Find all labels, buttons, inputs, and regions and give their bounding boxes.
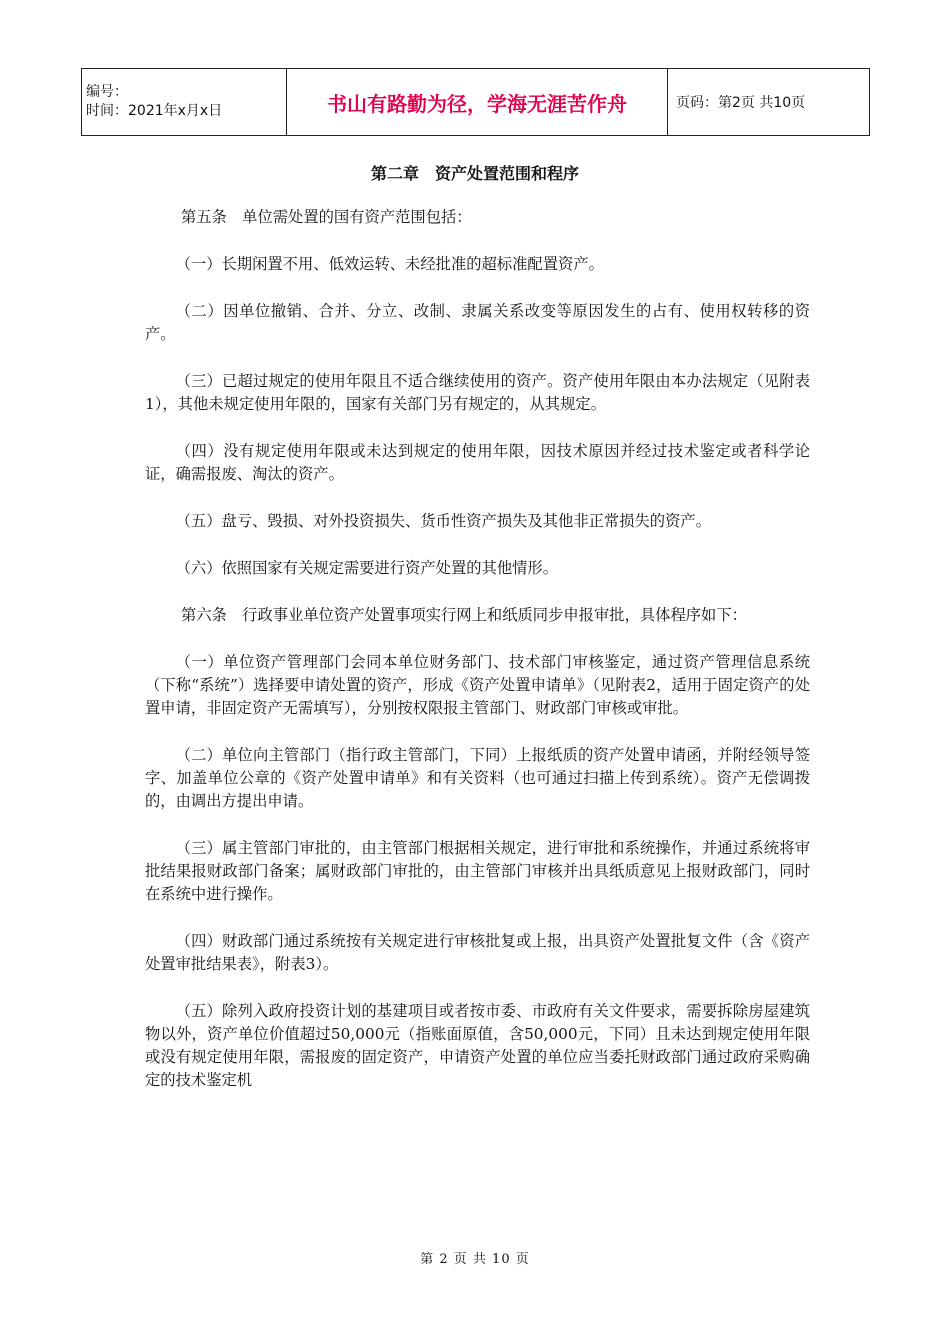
- document-body: [145, 206, 810, 1092]
- document-header-table: [81, 68, 870, 136]
- header-left-cell: [82, 69, 287, 136]
- header-page-info: 页码：第2页 共10页: [668, 69, 870, 136]
- article-6-item-1: （一）单位资产管理部门会同本单位财务部门、技术部门审核鉴定，通过资产管理信息系统（下称“系统”）选择要申请处置的资产，形成《资产处置申请单》（见附表2，适用于固定资产的处置申请，非固定资产无需填写），分别按权限报主管部门、财政部门审核或审批。: [145, 653, 810, 717]
- article-5-item-1: （一）长期闲置不用、低效运转、未经批准的超标准配置资产。: [175, 255, 604, 273]
- document-number-label: 编号：: [86, 84, 128, 100]
- document-time-label: 时间：2021年x月x日: [86, 103, 223, 119]
- article-6-item-2: （二）单位向主管部门（指行政主管部门，下同）上报纸质的资产处置申请函，并附经领导签字、加盖单位公章的《资产处置申请单》和有关资料（也可通过扫描上传到系统）。资产无偿调拨的，由调出方提出申请。: [145, 746, 810, 810]
- article-5-item-6: （六）依照国家有关规定需要进行资产处置的其他情形。: [175, 559, 559, 577]
- article-6-item-4: （四）财政部门通过系统按有关规定进行审核批复或上报，出具资产处置批复文件（含《资产处置审批结果表》，附表3）。: [145, 932, 810, 973]
- article-5-item-5: （五）盘亏、毁损、对外投资损失、货币性资产损失及其他非正常损失的资产。: [175, 512, 711, 530]
- article-6-item-5: （五）除列入政府投资计划的基建项目或者按市委、市政府有关文件要求，需要拆除房屋建筑物以外，资产单位价值超过50,000元（指账面原值，含50,000元，下同）且未达到规定使用年限或没有规定使用年限，需报废的固定资产，申请资产处置的单位应当委托财政部门通过政府采购确定的技术鉴定机: [145, 1002, 810, 1089]
- article-6-heading: 第六条 行政事业单位资产处置事项实行网上和纸质同步申报审批，具体程序如下：: [180, 606, 747, 624]
- header-motto: 书山有路勤为径，学海无涯苦作舟: [287, 69, 668, 136]
- article-6-item-3: （三）属主管部门审批的，由主管部门根据相关规定，进行审批和系统操作，并通过系统将审批结果报财政部门备案；属财政部门审批的，由主管部门审核并出具纸质意见上报财政部门，同时在系统中进行操作。: [145, 839, 810, 903]
- chapter-title: 第二章 资产处置范围和程序: [370, 164, 579, 183]
- article-5-heading: 第五条 单位需处置的国有资产范围包括：: [180, 208, 472, 226]
- article-5-item-2: （二）因单位撤销、合并、分立、改制、隶属关系改变等原因发生的占有、使用权转移的资产。: [145, 302, 810, 343]
- page-footer: 第 2 页 共 10 页: [420, 1252, 530, 1267]
- article-5-item-3: （三）已超过规定的使用年限且不适合继续使用的资产。资产使用年限由本办法规定（见附表1），其他未规定使用年限的，国家有关部门另有规定的，从其规定。: [145, 372, 810, 413]
- article-5-item-4: （四）没有规定使用年限或未达到规定的使用年限，因技术原因并经过技术鉴定或者科学论证，确需报废、淘汰的资产。: [145, 442, 810, 483]
